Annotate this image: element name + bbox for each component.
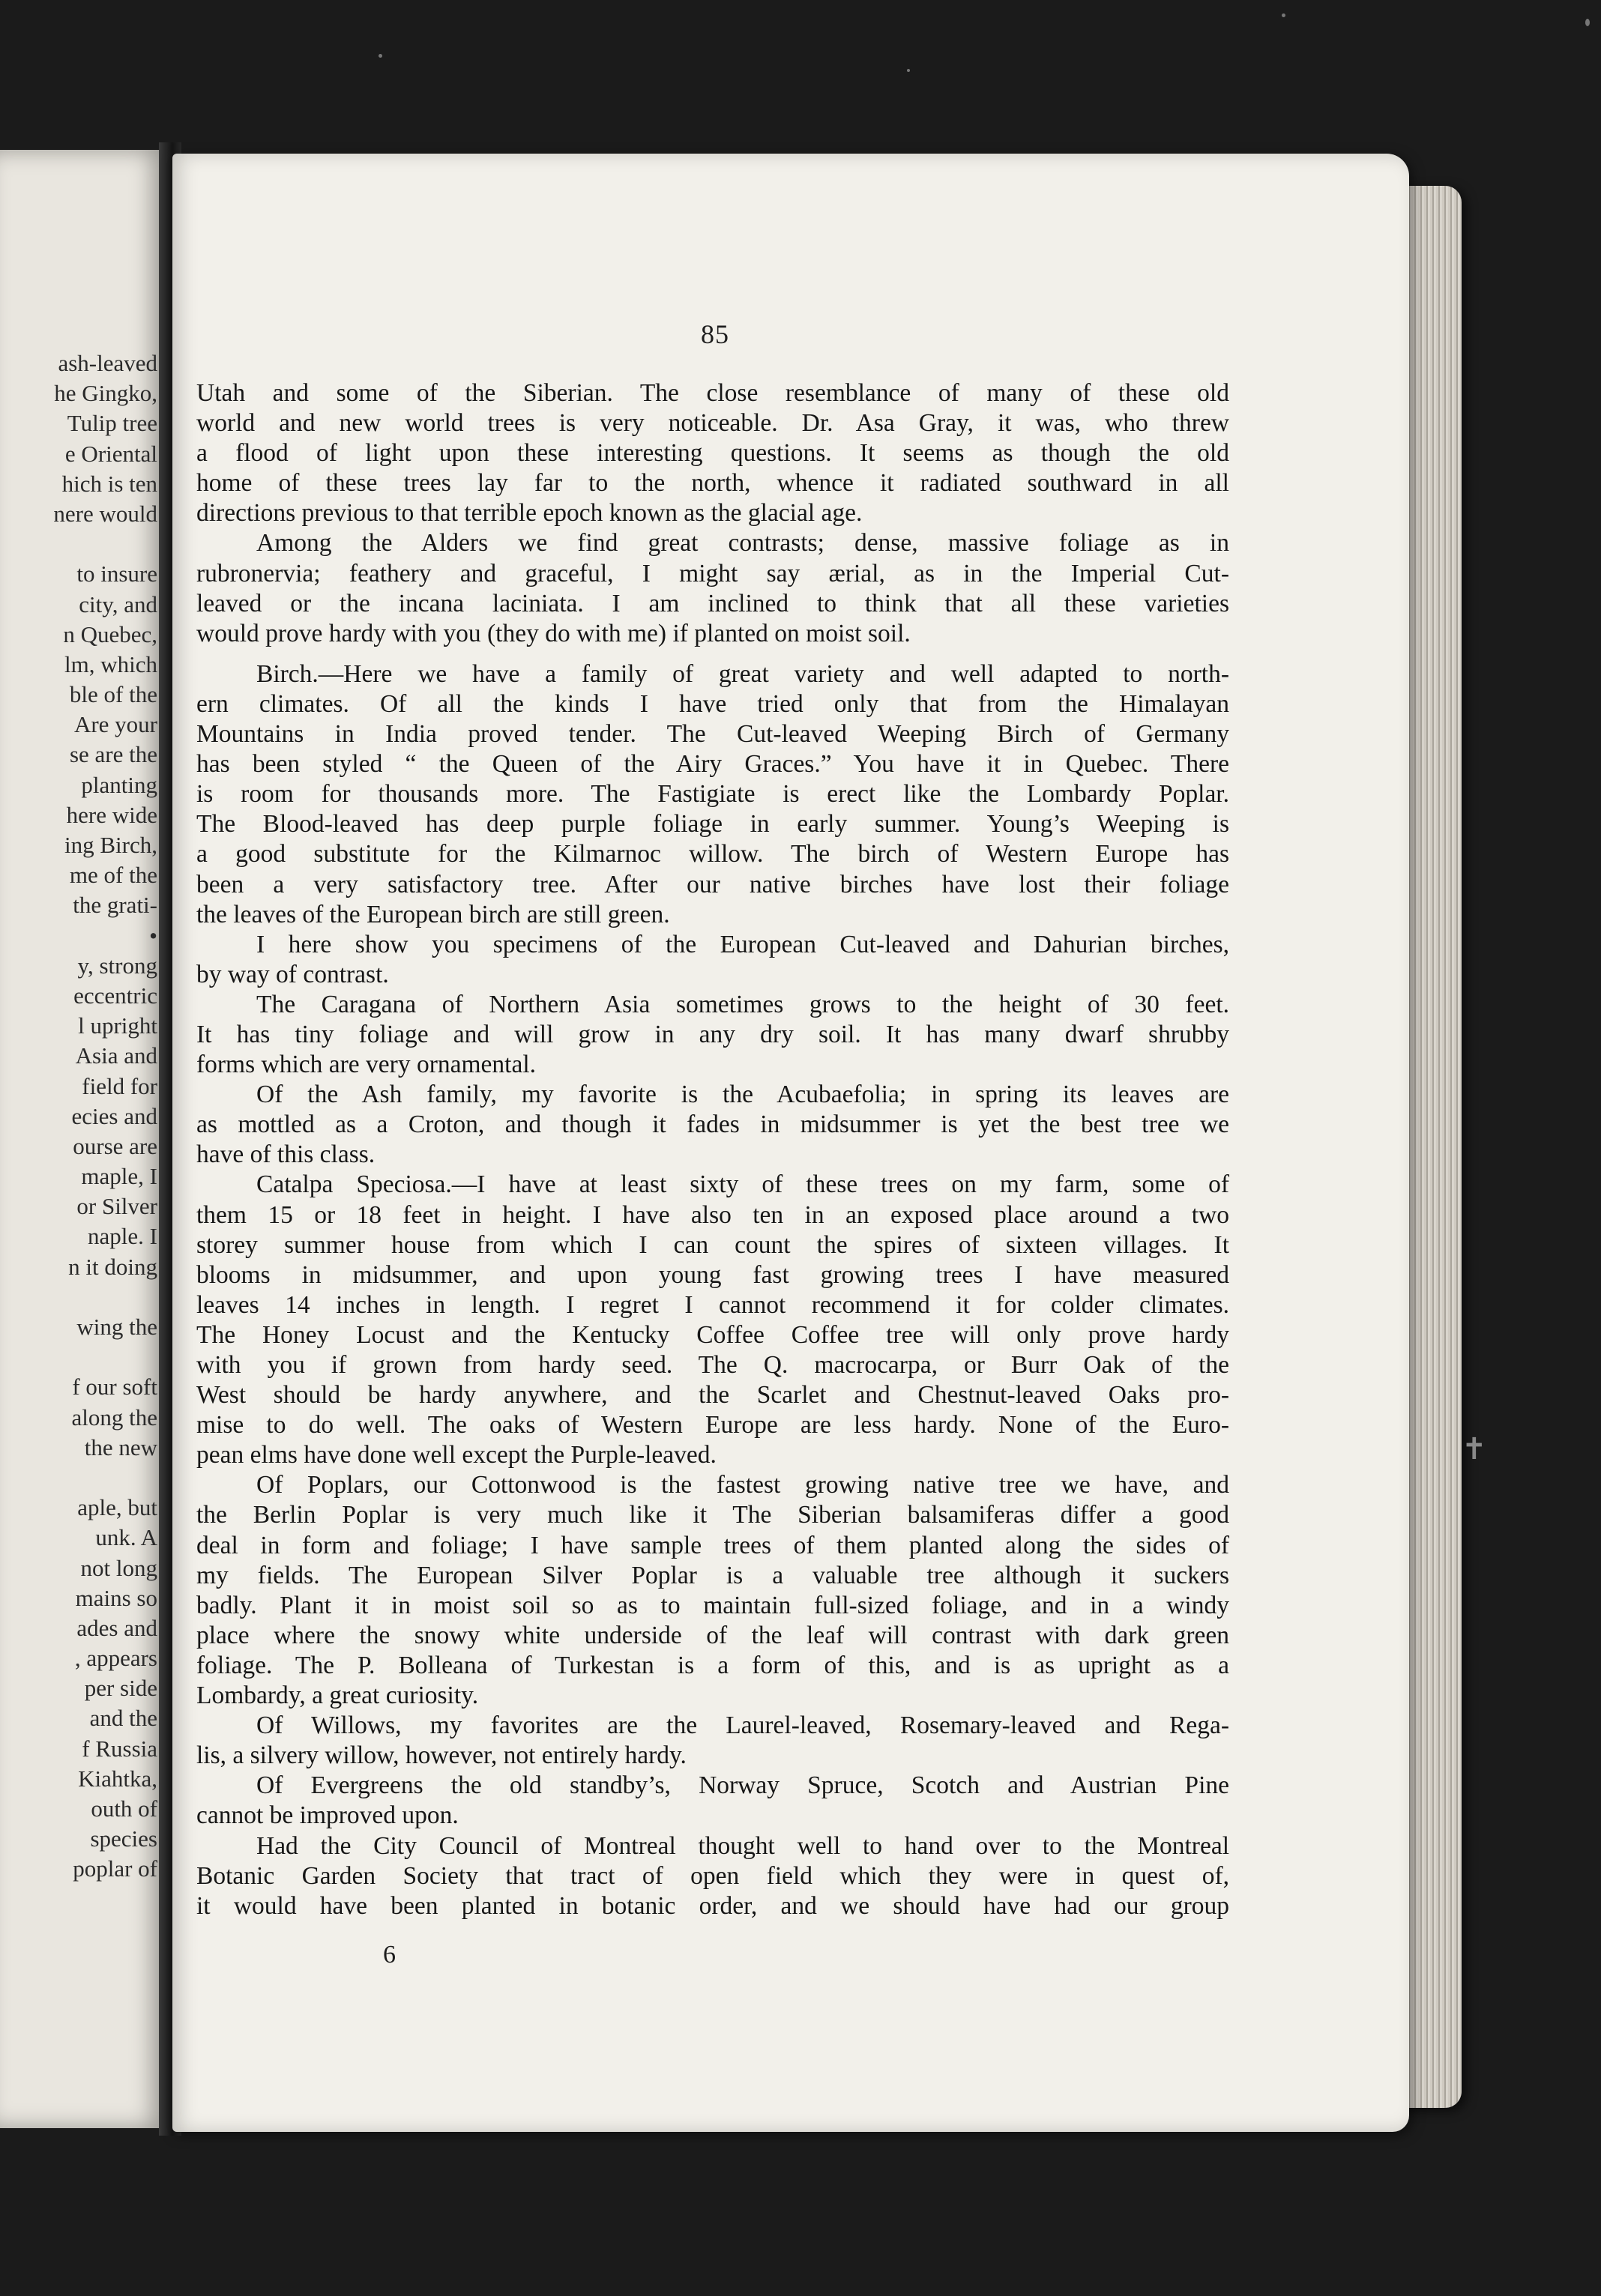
left-page-line: city, and — [79, 590, 157, 617]
text-line: pean elms have done well except the Purple-leaved. — [196, 1441, 717, 1469]
left-page-line: Are your — [73, 711, 157, 738]
text-line: is room for thousands more. The Fastigiate is erect like the Lombardy Poplar. — [196, 780, 1229, 809]
left-page-line — [0, 529, 157, 559]
left-page-line: lm, which — [64, 650, 157, 677]
text-line: Utah and some of the Siberian. The close resemblance of many of these old — [196, 379, 1229, 407]
text-line: blooms in midsummer, and upon young fast growing trees I have measured — [196, 1260, 1229, 1289]
left-page-line: and the — [89, 1705, 157, 1732]
text-line: Catalpa Speciosa.—I have at least sixty of these trees on my farm, some of — [256, 1170, 1229, 1199]
left-page-line: wing the — [76, 1314, 157, 1340]
left-page-line: , appears — [74, 1645, 157, 1672]
text-line: Birch.—Here we have a family of great variety and well adapted to north- — [256, 659, 1229, 688]
left-page-line: field for — [82, 1072, 157, 1099]
left-page-line: per side — [84, 1675, 157, 1702]
text-line: have of this class. — [196, 1141, 376, 1169]
left-page-line: he Gingko, — [54, 380, 157, 407]
left-page-line: • — [149, 922, 157, 949]
text-line: The Blood-leaved has deep purple foliage in early summer. Young’s Weeping is — [196, 810, 1229, 839]
text-line: ern climates. Of all the kinds I have tried only that from the Himalayan — [196, 689, 1229, 718]
text-line: It has tiny foliage and will grow in any dry soil. It has many dwarf shrubby — [196, 1020, 1229, 1048]
left-page-line: here wide — [66, 801, 157, 828]
left-page-line: to insure — [76, 561, 157, 587]
text-line: a flood of light upon these interesting questions. It seems as though the old — [196, 439, 1229, 468]
text-line: home of these trees lay far to the north, whence it radiated southward in all — [196, 469, 1229, 498]
text-line: badly. Plant it in moist soil so as to maintain full-sized foliage, and in a windy — [196, 1591, 1229, 1619]
left-page-line: not long — [80, 1554, 157, 1581]
left-page-text — [0, 348, 157, 1885]
left-page-line: ades and — [76, 1614, 157, 1641]
text-line: West should be hardy anywhere, and the Scarlet and Chestnut-leaved Oaks pro- — [196, 1381, 1229, 1410]
left-page-line: n it doing — [68, 1253, 157, 1280]
text-line: leaves 14 inches in length. I regret I cannot recommend it for colder climates. — [196, 1290, 1229, 1319]
left-page-line: se are the — [69, 741, 157, 768]
text-line: world and new world trees is very noticeable. Dr. Asa Gray, it was, who threw — [196, 409, 1229, 438]
left-page-line: y, strong — [77, 952, 157, 979]
text-line: Of Evergreens the old standby’s, Norway Spruce, Scotch and Austrian Pine — [256, 1771, 1229, 1800]
text-line: The Caragana of Northern Asia sometimes grows to the height of 30 feet. — [256, 990, 1229, 1018]
left-page-line: poplar of — [73, 1855, 157, 1882]
scan-speck — [907, 69, 910, 72]
text-line: directions previous to that terrible epoch known as the glacial age. — [196, 499, 863, 528]
scan-speck — [1585, 19, 1590, 26]
left-page-line: nere would — [53, 500, 157, 527]
left-page-line — [0, 1342, 157, 1372]
left-page-line: Asia and — [75, 1042, 157, 1069]
text-line: lis, a silvery willow, however, not entirely hardy. — [196, 1741, 687, 1770]
left-page-line: naple. I — [88, 1223, 157, 1250]
left-page-line: the new — [84, 1434, 157, 1460]
left-page-line: Kiahtka, — [78, 1765, 157, 1792]
text-line: Had the City Council of Montreal thought well to hand over to the Montreal — [256, 1831, 1229, 1860]
text-line: been a very satisfactory tree. After our native birches have lost their foliage — [196, 870, 1229, 898]
text-line: Botanic Garden Society that tract of open field which they were in quest of, — [196, 1861, 1229, 1890]
text-line: Lombardy, a great curiosity. — [196, 1682, 479, 1710]
left-page-line: planting — [81, 771, 157, 798]
page-number: 85 — [701, 319, 729, 349]
text-line: it would have been planted in botanic order, and we should have had our group — [196, 1891, 1229, 1920]
text-line: place where the snowy white underside of the leaf will contrast with dark green — [196, 1621, 1229, 1649]
text-line: The Honey Locust and the Kentucky Coffee Coffee tree will only prove hardy — [196, 1320, 1229, 1349]
text-line: by way of contrast. — [196, 960, 389, 988]
left-page-line: n Quebec, — [63, 620, 157, 647]
left-page-line: ing Birch, — [64, 832, 157, 858]
text-line: them 15 or 18 feet in height. I have also ten in an exposed place around a two — [196, 1200, 1229, 1229]
text-line: the leaves of the European birch are still green. — [196, 900, 670, 928]
left-page-line: species — [90, 1825, 157, 1852]
left-page-line: ecies and — [71, 1102, 157, 1129]
left-page-line: Tulip tree — [67, 410, 157, 437]
scan-speck — [1282, 13, 1285, 17]
text-line: forms which are very ornamental. — [196, 1051, 537, 1079]
left-page-line — [0, 1463, 157, 1493]
text-line: rubronervia; feathery and graceful, I might say ærial, as in the Imperial Cut- — [196, 559, 1229, 587]
left-page-line: f our soft — [72, 1374, 157, 1401]
text-line: foliage. The P. Bolleana of Turkestan is a form of this, and is as upright as a — [196, 1651, 1229, 1679]
left-page-line: outh of — [91, 1795, 157, 1822]
left-page-line: e Oriental — [64, 440, 157, 467]
text-line: Of the Ash family, my favorite is the Acubaefolia; in spring its leaves are — [256, 1081, 1229, 1109]
text-line: would prove hardy with you (they do with me) if planted on moist soil. — [196, 619, 911, 647]
scan-speck — [379, 54, 382, 58]
left-page-line — [0, 1282, 157, 1312]
text-line: Of Willows, my favorites are the Laurel-leaved, Rosemary-leaved and Rega- — [256, 1712, 1229, 1740]
text-line: with you if grown from hardy seed. The Q. macrocarpa, or Burr Oak of the — [196, 1351, 1229, 1379]
text-line: deal in form and foliage; I have sample trees of them planted along the sides of — [196, 1531, 1229, 1559]
left-page-line: aple, but — [77, 1494, 157, 1521]
left-page-line: ourse are — [73, 1132, 157, 1159]
text-line: I here show you specimens of the European Cut-leaved and Dahurian birches, — [256, 930, 1229, 958]
paragraph-gap — [196, 649, 1229, 659]
text-line: leaved or the incana laciniata. I am inclined to think that all these varieties — [196, 589, 1229, 617]
left-page-line: eccentric — [73, 982, 157, 1009]
text-line: a good substitute for the Kilmarnoc willow. The birch of Western Europe has — [196, 840, 1229, 868]
left-facing-page — [0, 150, 166, 2128]
text-line: as mottled as a Croton, and though it fades in midsummer is yet the best tree we — [196, 1111, 1229, 1139]
left-page-line: along the — [71, 1404, 157, 1431]
signature-mark: 6 — [383, 1941, 396, 1969]
left-page-line: mains so — [75, 1584, 157, 1611]
text-line: Mountains in India proved tender. The Cut-leaved Weeping Birch of Germany — [196, 720, 1229, 749]
text-line: Among the Alders we find great contrasts; dense, massive foliage as in — [256, 529, 1229, 558]
left-page-line: hich is ten — [61, 470, 157, 497]
text-line: Of Poplars, our Cottonwood is the fastest growing native tree we have, and — [256, 1471, 1229, 1499]
text-line: storey summer house from which I can count the spires of sixteen villages. It — [196, 1230, 1229, 1259]
text-line: mise to do well. The oaks of Western Europe are less hardy. None of the Euro- — [196, 1411, 1229, 1439]
text-line: cannot be improved upon. — [196, 1801, 459, 1830]
left-page-line: me of the — [69, 862, 157, 889]
left-page-line: unk. A — [95, 1524, 157, 1551]
body-text — [196, 378, 1229, 1921]
left-page-line: ble of the — [69, 681, 157, 708]
left-page-line: ash-leaved — [58, 350, 157, 376]
left-page-line: the grati- — [73, 892, 157, 919]
text-line: the Berlin Poplar is very much like it The Siberian balsamiferas differ a good — [196, 1501, 1229, 1529]
margin-mark: ✝ — [1462, 1432, 1487, 1466]
left-page-line: maple, I — [81, 1163, 157, 1190]
text-line: my fields. The European Silver Poplar is a valuable tree although it suckers — [196, 1561, 1229, 1589]
left-page-line: f Russia — [82, 1735, 157, 1762]
left-page-line: or Silver — [76, 1193, 157, 1220]
left-page-line: l upright — [78, 1012, 157, 1039]
text-line: has been styled “ the Queen of the Airy Graces.” You have it in Quebec. There — [196, 750, 1229, 779]
